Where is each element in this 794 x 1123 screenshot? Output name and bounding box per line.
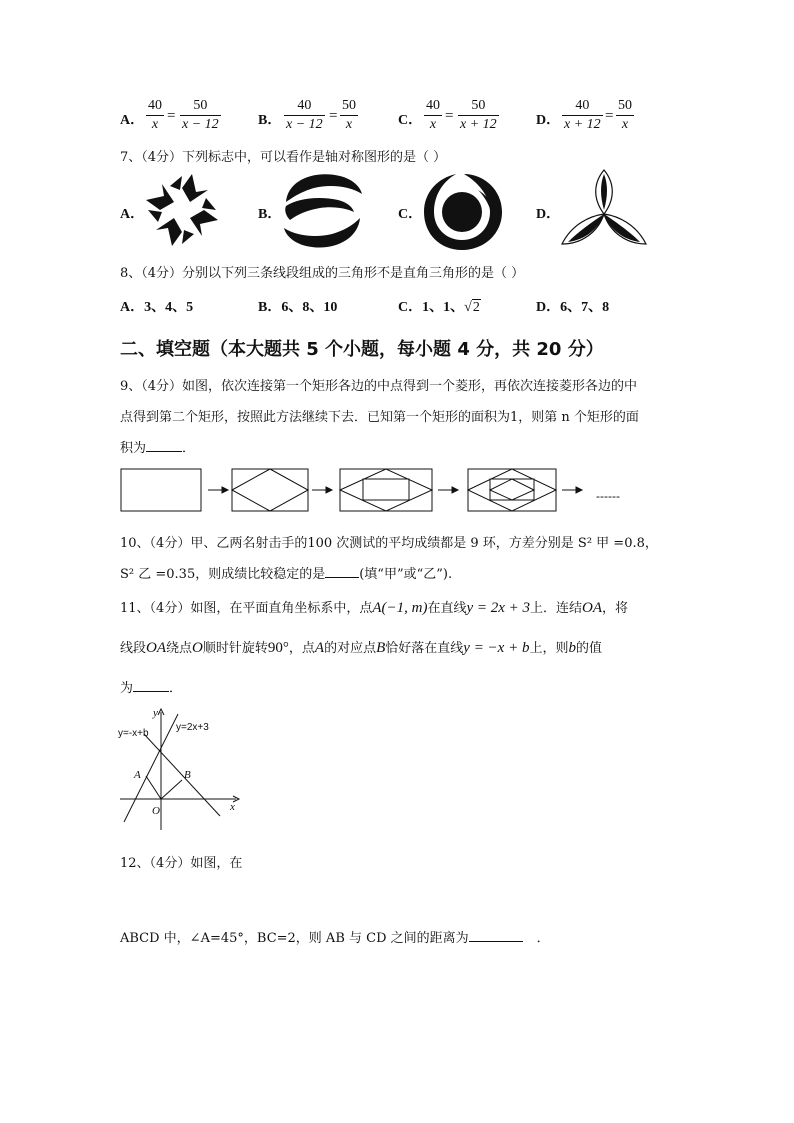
ellipsis: ------: [596, 489, 620, 503]
text: 上．连结: [530, 601, 583, 616]
fraction: [424, 98, 442, 133]
q11-line3: [120, 677, 182, 696]
numerator: 50: [471, 98, 486, 113]
fraction: [146, 98, 164, 133]
line-equation: y = 2x + 3: [466, 600, 531, 616]
variable-b: b: [568, 640, 576, 656]
section-title: 二、填空题（本大题共 5 个小题，每小题 4 分，共 20 分）: [120, 339, 604, 360]
q7-label-b: B．: [258, 207, 282, 222]
text: 11、（4分）如图，在平面直角坐标系中，点: [120, 601, 373, 616]
q7-logo-c-ring: [420, 170, 506, 254]
text: 绕点: [166, 641, 193, 656]
numerator: 40: [575, 98, 590, 113]
q9-line1: 9、（4分）如图，依次连接第一个矩形各边的中点得到一个菱形，再依次连接菱形各边的中: [120, 379, 638, 394]
angle-value: 90°: [267, 640, 289, 656]
q8-stem: 8、（4分）分别以下列三条线段组成的三角形不是直角三角形的是（ ）: [120, 266, 525, 281]
text: ．: [536, 931, 550, 946]
denominator: x: [345, 117, 353, 132]
q7-logo-b-crescents: [280, 172, 366, 252]
point-a-label: A: [134, 769, 141, 781]
q9-rectangles-figure: [118, 466, 638, 516]
q7-logo-d-three-petals: [556, 166, 652, 252]
option-c-text: C．1、1、: [398, 300, 465, 315]
q8-option-b: B．6、8、10: [258, 300, 338, 315]
line-y-neg-x-b: [144, 734, 220, 816]
sqrt-radicand: 2: [472, 300, 480, 315]
denominator: x: [151, 117, 159, 132]
equals-sign: =: [445, 108, 454, 124]
text: ，点: [288, 641, 315, 656]
numerator: 40: [426, 98, 440, 113]
numerator: 40: [148, 98, 162, 113]
point-o: O: [192, 640, 203, 656]
q7-stem: 7、（4分）下列标志中，可以看作是轴对称图形的是（ ）: [120, 150, 447, 165]
denominator: x + 12: [564, 117, 601, 132]
text: ．: [169, 681, 183, 696]
q8-option-a: A．3、4、5: [120, 300, 194, 315]
text: 顺时针旋转: [202, 641, 268, 656]
point-b-label: B: [184, 769, 191, 781]
point-b: B: [376, 640, 386, 656]
line2-label: y=-x+b: [118, 728, 149, 739]
option-label: C．: [398, 113, 423, 128]
segment-ob: [161, 780, 182, 799]
denominator: x: [429, 117, 437, 132]
text: 在直线: [427, 601, 467, 616]
q7-label-c: C．: [398, 207, 423, 222]
q11-coordinate-figure: [116, 704, 246, 834]
denominator: x − 12: [286, 117, 323, 132]
fraction: [340, 98, 358, 133]
answer-blank[interactable]: [133, 691, 169, 692]
numerator: 50: [193, 98, 208, 113]
point-a-coord: A(−1, m): [372, 600, 428, 616]
text: ，将: [602, 601, 629, 616]
q10-line2-prefix: S² 乙 =0.35，则成绩比较稳定的是: [120, 567, 326, 582]
numerator: 50: [342, 98, 356, 113]
origin-label: O: [152, 805, 160, 817]
answer-blank[interactable]: [469, 941, 523, 942]
q7-logo-a-pinwheel-stars: [140, 168, 224, 252]
q9-line3: [120, 437, 195, 456]
x-axis-label: x: [230, 801, 235, 813]
text: 恰好落在直线: [385, 641, 464, 656]
text: 上，则: [529, 641, 569, 656]
q10-line2: [120, 563, 452, 582]
segment-oa: OA: [146, 640, 167, 656]
equals-sign: =: [605, 108, 614, 124]
q11-line1: [120, 597, 628, 617]
line1-label: y=2x+3: [176, 722, 209, 733]
numerator: 50: [618, 98, 632, 113]
answer-blank[interactable]: [146, 451, 182, 452]
q7-label-d: D．: [536, 207, 561, 222]
fraction: [180, 98, 221, 133]
fraction: [284, 98, 325, 133]
denominator: x: [621, 117, 629, 132]
point-a: A: [314, 640, 325, 656]
q12-line2: [120, 927, 550, 946]
text: 线段: [120, 641, 147, 656]
q9-line2: 点得到第二个矩形，按照此方法继续下去．已知第一个矩形的面积为1，则第 n 个矩形的面: [120, 410, 639, 425]
option-label: A．: [120, 113, 145, 128]
segment-oa: [146, 776, 161, 799]
fraction: [616, 98, 634, 133]
text: 的对应点: [324, 641, 377, 656]
denominator: x − 12: [182, 117, 219, 132]
denominator: x + 12: [460, 117, 497, 132]
text: 为: [120, 681, 134, 696]
q11-line2: [120, 637, 602, 657]
numerator: 40: [297, 98, 312, 113]
q10-line1: 10、（4分）甲、乙两名射击手的100 次测试的平均成绩都是 9 环，方差分别是 S² 甲 =0.8，: [120, 536, 658, 551]
q9-line3-prefix: 积为: [120, 441, 147, 456]
q8-option-c: C．1、1、√2: [398, 300, 480, 315]
fraction: [458, 98, 499, 133]
q7-label-a: A．: [120, 207, 145, 222]
answer-blank[interactable]: [325, 577, 359, 578]
line-equation: y = −x + b: [463, 640, 530, 656]
q8-option-d: D．6、7、8: [536, 300, 610, 315]
fraction: [562, 98, 603, 133]
equals-sign: =: [167, 108, 176, 124]
text: ABCD 中，∠A=45°，BC=2，则 AB 与 CD 之间的距离为: [120, 931, 469, 946]
y-axis-label: y: [153, 707, 158, 719]
option-label: B．: [258, 113, 282, 128]
q10-line2-suffix: (填“甲”或“乙”).: [359, 567, 453, 582]
option-label: D．: [536, 113, 561, 128]
equals-sign: =: [329, 108, 338, 124]
q9-line3-suffix: ．: [182, 441, 196, 456]
q12-line1: 12、（4分）如图，在: [120, 856, 243, 871]
segment-oa: OA: [582, 600, 603, 616]
text: 的值: [575, 641, 602, 656]
